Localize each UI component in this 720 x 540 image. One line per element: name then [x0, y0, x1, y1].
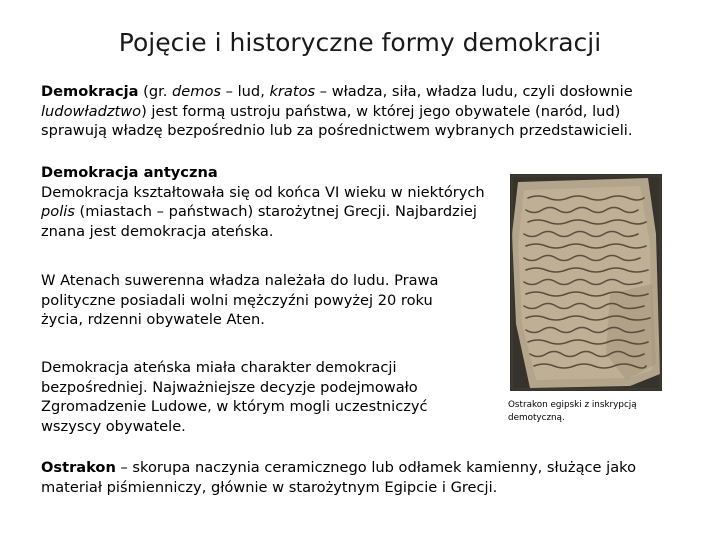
definition-text-3: – władza, siła, władza ludu, czyli dosłownie: [315, 83, 633, 100]
definition-ludowladztwo: ludowładztwo: [41, 102, 142, 120]
ancient-heading: Demokracja antyczna: [41, 164, 218, 181]
ostrakon-term: Ostrakon: [41, 459, 116, 476]
image-caption: Ostrakon egipski z inskrypcją demotyczną.: [508, 400, 637, 423]
athens-paragraph: W Atenach suwerenna władza należała do ludu. Prawa polityczne posiadali wolni mężczyźni powyżej 20 roku życia, rdzenni obywatele Aten.: [41, 272, 439, 329]
ostrakon-definition: [41, 458, 701, 497]
democracy-definition: [41, 82, 681, 141]
direct-democracy-paragraph: Demokracja ateńska miała charakter demokracji bezpośredniej. Najważniejsze decyzje podejmowało Zgromadzenie Ludowe, w którym mogli uczestniczyć wszyscy obywatele.: [41, 359, 428, 435]
definition-term: Demokracja: [41, 83, 139, 100]
ancient-text-2: (miastach – państwach) starożytnej Grecji. Najbardziej znana jest demokracja ateńska.: [41, 203, 477, 240]
ancient-text-1: Demokracja kształtowała się od końca VI wieku w niektórych: [41, 183, 485, 201]
ancient-democracy-section: [41, 163, 491, 241]
ancient-polis: polis: [41, 203, 75, 221]
definition-text-2: – lud,: [221, 83, 270, 100]
definition-text-1: (gr.: [138, 83, 173, 100]
definition-demos: demos: [172, 83, 222, 100]
definition-text-4: ) jest formą ustroju państwa, w której jego obywatele (naród, lud) sprawują władzę bezpośrednio lub za pośrednictwem wybranych przedstawicieli.: [41, 102, 633, 140]
slide-title: Pojęcie i historyczne formy demokracji: [118, 28, 602, 57]
ostrakon-text: – skorupa naczynia ceramicznego lub odłamek kamienny, służące jako materiał piśmienniczy, głównie w starożytnym Egipcie i Grecji.: [41, 459, 637, 496]
ostrakon-image: [510, 174, 662, 391]
definition-kratos: kratos: [269, 83, 316, 100]
